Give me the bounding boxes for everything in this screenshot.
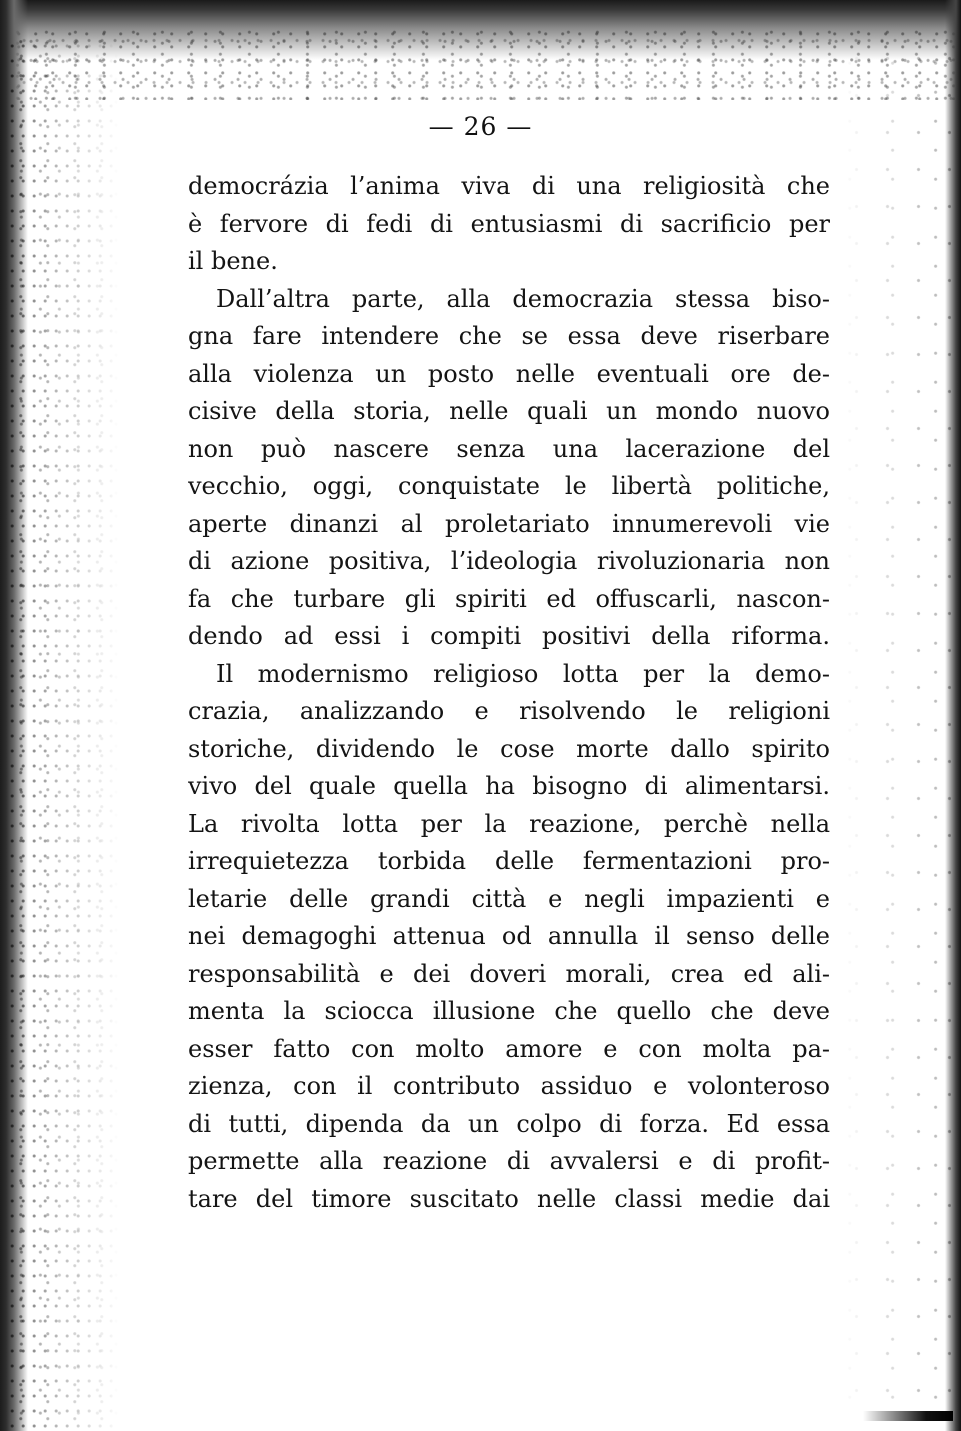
text-line: cisive della storia, nelle quali un mondo nuovo [188, 397, 830, 425]
text-line: Dall’altra parte, alla democrazia stessa biso- [216, 284, 830, 313]
text-line: esser fatto con molto amore e con molta pa- [188, 1034, 830, 1063]
page-number: — 26 — [428, 112, 533, 141]
text-line: nei demagoghi attenua od annulla il senso delle [188, 922, 830, 950]
text-line: La rivolta lotta per la reazione, perchè nella [188, 809, 830, 838]
text-line: storiche, dividendo le cose morte dallo spirito [188, 734, 830, 763]
text-line: fa che turbare gli spiriti ed offuscarli, nascon- [188, 584, 830, 613]
text-line: è fervore di fedi di entusiasmi di sacrificio per [188, 209, 830, 238]
text-line: aperte dinanzi al proletariato innumerevoli vie [188, 509, 830, 538]
scan-speckle-top [0, 30, 961, 100]
scan-speckle-right [841, 40, 951, 1420]
text-line: Il modernismo religioso lotta per la demo- [216, 659, 830, 688]
text-line: responsabilità e dei doveri morali, crea ed ali- [188, 959, 830, 988]
text-line: vecchio, oggi, conquistate le libertà politiche, [188, 472, 830, 500]
text-line: dendo ad essi i compiti positivi della riforma. [188, 622, 830, 650]
text-line: alla violenza un posto nelle eventuali ore de- [188, 359, 830, 388]
text-line: vivo del quale quella ha bisogno di alimentarsi. [188, 772, 830, 800]
text-line: irrequietezza torbida delle fermentazioni pro- [188, 847, 830, 875]
text-line: di tutti, dipenda da un colpo di forza. Ed essa [188, 1109, 830, 1138]
text-line: zienza, con il contributo assiduo e volonteroso [188, 1072, 830, 1100]
text-line: letarie delle grandi città e negli impazienti e [188, 884, 830, 913]
text-line: il bene. [188, 247, 278, 275]
text-line: gna fare intendere che se essa deve riserbare [188, 322, 830, 350]
scan-speckle-left [10, 40, 120, 1431]
text-line: tare del timore suscitato nelle classi medie dai [188, 1184, 830, 1213]
text-line: non può nascere senza una lacerazione del [188, 434, 830, 463]
text-line: permette alla reazione di avvalersi e di profit- [188, 1147, 830, 1175]
scan-mark-bottom [863, 1411, 953, 1421]
text-line: di azione positiva, l’ideologia rivoluzionaria non [188, 547, 830, 575]
body-text [188, 168, 830, 1218]
text-line: menta la sciocca illusione che quello che deve [188, 997, 830, 1025]
text-line: crazia, analizzando e risolvendo le religioni [188, 697, 830, 725]
text-line: democrázia l’anima viva di una religiosità che [188, 172, 830, 200]
